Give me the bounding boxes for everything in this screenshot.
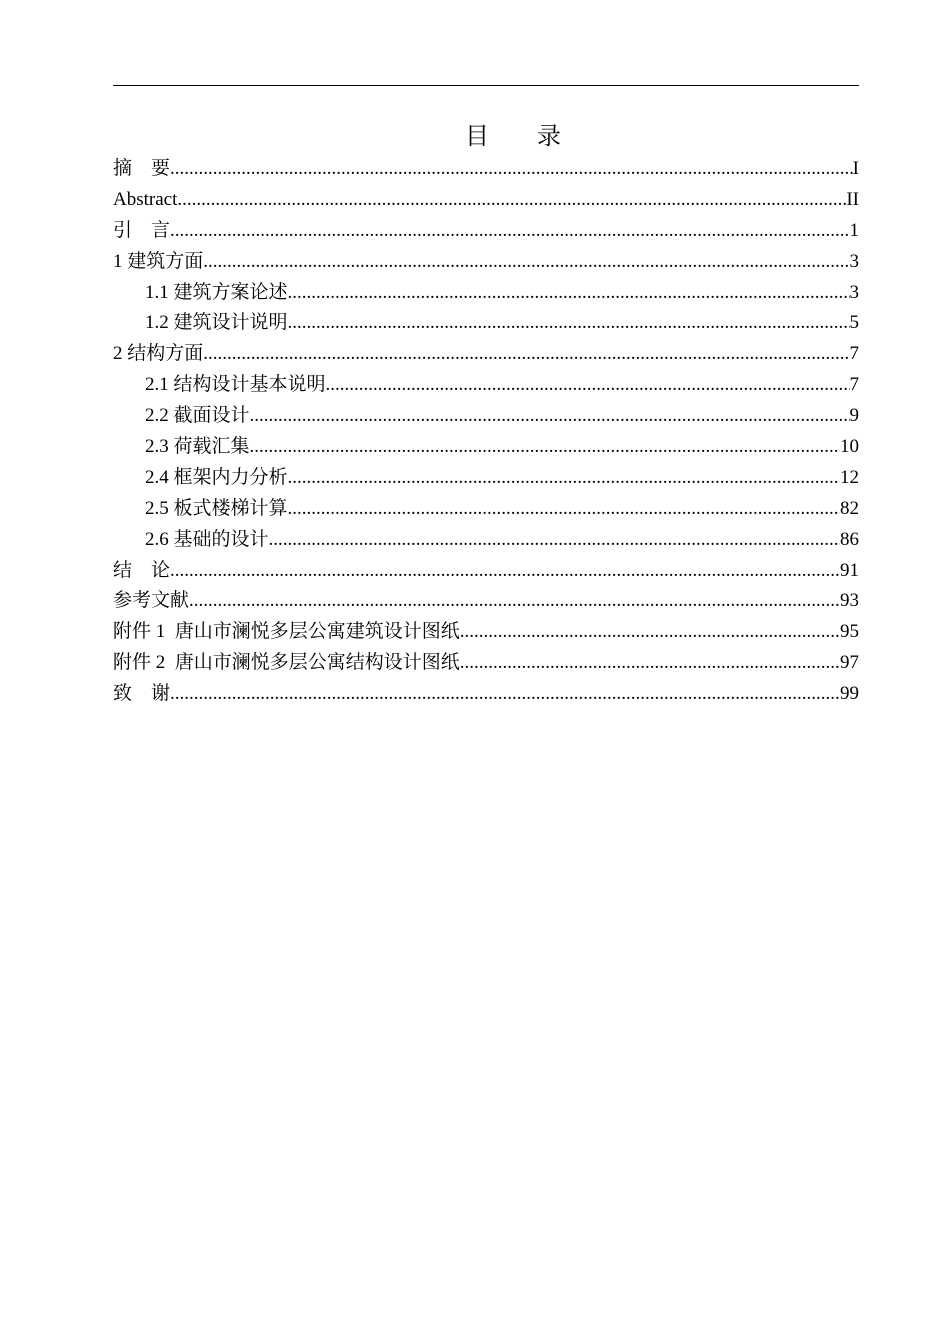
- header-rule: [113, 85, 859, 86]
- toc-entry-page: 93: [840, 590, 859, 612]
- toc-entry-conclusion[interactable]: [113, 556, 859, 587]
- toc-entry-page: 3: [849, 250, 859, 272]
- toc-entry-section-2-3[interactable]: [113, 432, 859, 463]
- toc-entry-label: 2.2 截面设计: [145, 405, 250, 427]
- toc-entry-label: 2.6 基础的设计: [145, 528, 269, 550]
- toc-entry-page: II: [846, 188, 859, 210]
- toc-dot-leader: [170, 154, 853, 185]
- toc-entry-label: 2.1 结构设计基本说明: [145, 374, 326, 396]
- toc-entry-label: 结 论: [113, 559, 171, 581]
- toc-dot-leader: [170, 679, 840, 710]
- toc-dot-leader: [170, 216, 849, 247]
- toc-entry-label: Abstract: [113, 188, 178, 210]
- toc-entry-label: 2.5 板式楼梯计算: [145, 497, 288, 519]
- toc-dot-leader: [250, 432, 840, 463]
- toc-entry-appendix-2[interactable]: [113, 648, 859, 679]
- toc-entry-section-1-2[interactable]: [113, 308, 859, 339]
- toc-entry-page: 3: [849, 281, 859, 303]
- toc-entry-page: 10: [840, 436, 859, 458]
- toc-entry-section-2-6[interactable]: [113, 525, 859, 556]
- toc-dot-leader: [288, 494, 840, 525]
- toc-entry-acknowledgements[interactable]: [113, 679, 859, 710]
- toc-entry-label: 摘 要: [113, 158, 171, 179]
- toc-title: 目 录: [465, 124, 561, 150]
- toc-entry-page: 97: [840, 652, 859, 674]
- toc-entry-label: 2 结构方面: [113, 343, 204, 365]
- toc-dot-leader: [288, 308, 850, 339]
- toc-entry-label: 附件 2 唐山市澜悦多层公寓结构设计图纸: [113, 652, 460, 674]
- toc-dot-leader: [288, 278, 850, 309]
- toc-dot-leader: [460, 617, 840, 648]
- toc-dot-leader: [326, 370, 850, 401]
- toc-entry-chapter-1[interactable]: [113, 247, 859, 278]
- toc-entry-page: 5: [849, 312, 859, 334]
- toc-dot-leader: [250, 401, 850, 432]
- toc-entry-label: 致 谢: [113, 683, 171, 705]
- toc-entry-introduction[interactable]: [113, 216, 859, 247]
- toc-dot-leader: [203, 247, 849, 278]
- toc-dot-leader: [170, 556, 840, 587]
- toc-entry-page: 12: [840, 466, 859, 488]
- toc-entry-chapter-2[interactable]: [113, 339, 859, 370]
- toc-dot-leader: [269, 525, 840, 556]
- toc-entry-page: 91: [840, 559, 859, 581]
- toc-entry-page: 86: [840, 528, 859, 550]
- toc-entry-abstract-en[interactable]: [113, 185, 859, 216]
- toc-entry-page: 1: [849, 219, 859, 241]
- toc-entry-page: 9: [849, 405, 859, 427]
- toc-entry-label: 1.1 建筑方案论述: [145, 281, 288, 303]
- toc-dot-leader: [288, 463, 840, 494]
- toc-entry-abstract-cn[interactable]: [113, 154, 859, 185]
- toc-entry-page: 82: [840, 497, 859, 519]
- toc-entry-label: 2.3 荷载汇集: [145, 436, 250, 458]
- toc-entry-page: 7: [849, 374, 859, 396]
- toc-entry-page: 95: [840, 621, 859, 643]
- toc-entry-section-2-1[interactable]: [113, 370, 859, 401]
- toc-entry-appendix-1[interactable]: [113, 617, 859, 648]
- toc-dot-leader: [177, 185, 846, 216]
- toc-entry-page: 99: [840, 683, 859, 705]
- toc-list: [113, 154, 859, 710]
- toc-entry-page: I: [852, 158, 859, 179]
- toc-entry-label: 引 言: [113, 219, 171, 241]
- toc-entry-page: 7: [849, 343, 859, 365]
- toc-entry-section-2-4[interactable]: [113, 463, 859, 494]
- toc-entry-label: 参考文献: [113, 590, 190, 612]
- toc-entry-label: 1 建筑方面: [113, 250, 204, 272]
- toc-entry-label: 附件 1 唐山市澜悦多层公寓建筑设计图纸: [113, 621, 460, 643]
- toc-entry-section-2-5[interactable]: [113, 494, 859, 525]
- toc-dot-leader: [203, 339, 849, 370]
- toc-entry-section-1-1[interactable]: [113, 278, 859, 309]
- toc-entry-label: 1.2 建筑设计说明: [145, 312, 288, 334]
- toc-entry-section-2-2[interactable]: [113, 401, 859, 432]
- toc-dot-leader: [189, 586, 840, 617]
- toc-entry-label: 2.4 框架内力分析: [145, 466, 288, 488]
- toc-dot-leader: [460, 648, 840, 679]
- toc-entry-references[interactable]: [113, 586, 859, 617]
